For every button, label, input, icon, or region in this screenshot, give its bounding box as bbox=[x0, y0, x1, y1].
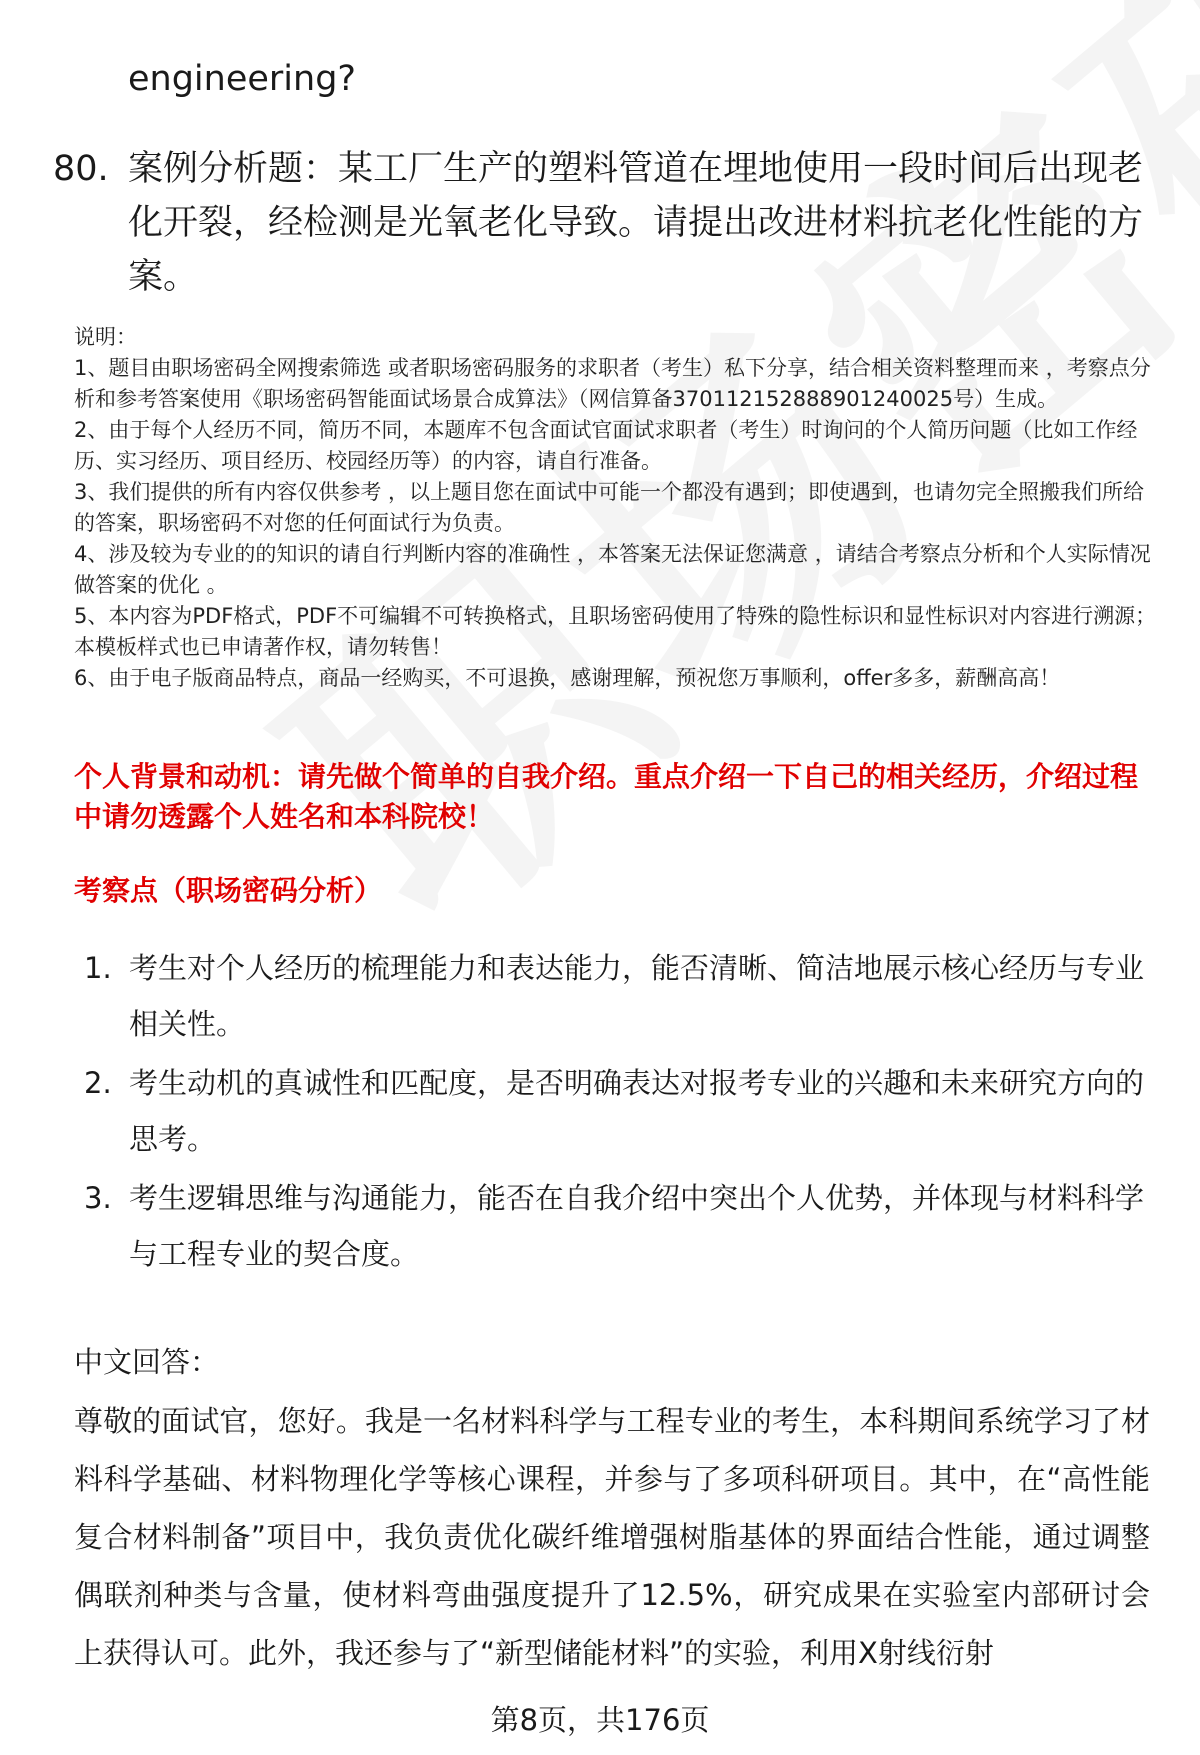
note-item: 4、涉及较为专业的的知识的请自行判断内容的准确性 ，本答案无法保证您满意 ，请结合考察点分析和个人实际情况做答案的优化 。 bbox=[74, 542, 1151, 597]
analysis-title: 考察点（职场密码分析） bbox=[74, 874, 383, 907]
note-item: 6、由于电子版商品特点，商品一经购买，不可退换，感谢理解，预祝您万事顺利，offer多多，薪酬高高！ bbox=[74, 666, 1061, 690]
answer-title: 中文回答： bbox=[74, 1345, 220, 1379]
analysis-points bbox=[84, 940, 1154, 1285]
list-item bbox=[84, 1055, 1154, 1167]
note-item: 3、我们提供的所有内容仅供参考 ，以上题目您在面试中可能一个都没有遇到；即使遇到，也请勿完全照搬我们所给的答案，职场密码不对您的任何面试行为负责。 bbox=[74, 480, 1145, 535]
point-text: 考生对个人经历的梳理能力和表达能力，能否清晰、简洁地展示核心经历与专业相关性。 bbox=[129, 951, 1145, 1041]
question-80 bbox=[53, 142, 1153, 304]
question-continuation: engineering? bbox=[128, 59, 356, 99]
list-item bbox=[84, 1170, 1154, 1282]
point-number: 2. bbox=[84, 1066, 112, 1100]
section-question: 个人背景和动机：请先做个简单的自我介绍。重点介绍一下自己的相关经历，介绍过程中请勿透露个人姓名和本科院校！ bbox=[74, 760, 1139, 833]
point-text: 考生动机的真诚性和匹配度，是否明确表达对报考专业的兴趣和未来研究方向的思考。 bbox=[129, 1066, 1145, 1156]
page-footer: 第8页，共176页 bbox=[490, 1703, 710, 1737]
question-number: 80. bbox=[53, 149, 109, 189]
notes-block bbox=[74, 322, 1159, 694]
note-item: 2、由于每个人经历不同，简历不同，本题库不包含面试官面试求职者（考生）时询问的个人简历问题（比如工作经历、实习经历、项目经历、校园经历等）的内容，请自行准备。 bbox=[74, 418, 1138, 473]
note-item: 1、题目由职场密码全网搜索筛选 或者职场密码服务的求职者（考生）私下分享，结合相关资料整理而来 ，考察点分析和参考答案使用《职场密码智能面试场景合成算法》（网信算备370112152888901240025号）生成。 bbox=[74, 356, 1151, 411]
point-text: 考生逻辑思维与沟通能力，能否在自我介绍中突出个人优势，并体现与材料科学与工程专业的契合度。 bbox=[129, 1181, 1145, 1271]
point-number: 3. bbox=[84, 1181, 112, 1215]
notes-title: 说明： bbox=[74, 325, 137, 349]
list-item bbox=[84, 940, 1154, 1052]
question-text: 案例分析题：某工厂生产的塑料管道在埋地使用一段时间后出现老化开裂，经检测是光氧老化导致。请提出改进材料抗老化性能的方案。 bbox=[128, 149, 1144, 297]
point-number: 1. bbox=[84, 951, 112, 985]
answer-text: 尊敬的面试官，您好。我是一名材料科学与工程专业的考生，本科期间系统学习了材料科学基础、材料物理化学等核心课程，并参与了多项科研项目。其中，在“高性能复合材料制备”项目中，我负责优化碳纤维增强树脂基体的界面结合性能，通过调整偶联剂种类与含量，使材料弯曲强度提升了12.5%，研究成果在实验室内部研讨会上获得认可。此外，我还参与了“新型储能材料”的实验，利用X射线衍射 bbox=[74, 1404, 1150, 1670]
note-item: 5、本内容为PDF格式，PDF不可编辑不可转换格式，且职场密码使用了特殊的隐性标识和显性标识对内容进行溯源；本模板样式也已申请著作权，请勿转售！ bbox=[74, 604, 1157, 659]
